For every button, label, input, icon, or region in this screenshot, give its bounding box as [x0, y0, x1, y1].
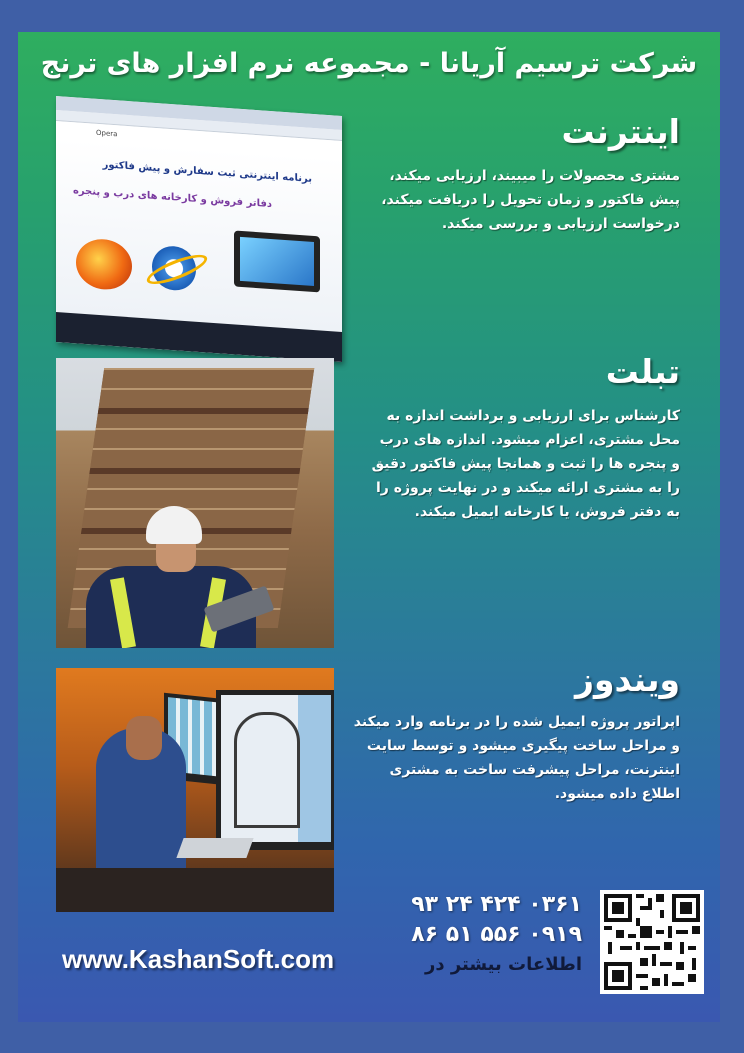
body-line: اپراتور پروژه ایمیل شده را در برنامه وارد میکند	[353, 714, 680, 730]
beam	[98, 408, 309, 414]
beam	[89, 468, 300, 474]
operator-head	[126, 716, 162, 760]
body-line: مشتری محصولات را میبیند، ارزیابی میکند،	[389, 168, 680, 184]
phone-number-1: ۰۳۶۱ ۴۲۴ ۲۴ ۹۳	[411, 892, 582, 917]
body-line: و مراحل ساخت پیگیری میشود و توسط سایت	[366, 738, 680, 754]
poster	[18, 32, 720, 1022]
body-line: درخواست ارزیابی و بررسی میکند.	[441, 216, 680, 232]
body-line: را به مشتری ارائه میکند و در نهایت پروژه را	[375, 480, 680, 496]
section-heading-windows: ویندوز	[575, 660, 680, 699]
phone-number-2: ۰۹۱۹ ۵۵۶ ۵۱ ۸۶	[411, 922, 582, 947]
section-heading-tablet: تبلت	[605, 352, 680, 391]
construction-worker-photo	[56, 358, 334, 648]
company-title: شرکت ترسیم آریانا - مجموعه نرم افزار های ترنج	[40, 48, 698, 79]
section-body-windows	[354, 710, 680, 806]
laptop-image	[234, 230, 320, 292]
body-line: اینترنت، مراحل پیشرفت ساخت به مشتری	[389, 762, 680, 778]
firefox-icon	[76, 237, 132, 291]
body-line: کارشناس برای ارزیابی و برداشت اندازه به	[386, 408, 680, 424]
more-info-label: اطلاعات بیشتر در	[424, 954, 582, 975]
body-line: و پنجره ها را ثبت و همانجا پیش فاکتور دقیق	[371, 456, 680, 472]
internet-explorer-icon	[152, 245, 196, 292]
section-heading-internet: اینترنت	[561, 112, 680, 151]
website-link[interactable]: www.KashanSoft.com	[62, 944, 335, 974]
body-line: به دفتر فروش، یا کارخانه ایمیل میکند.	[414, 504, 680, 520]
qr-code-icon[interactable]	[600, 890, 704, 994]
desk	[56, 868, 334, 912]
browser-headline-2: دفاتر فروش و کارخانه های درب و پنجره	[72, 185, 272, 211]
browser-screenshot-image	[56, 96, 342, 362]
keyboard	[176, 838, 253, 858]
body-line: محل مشتری، اعزام میشود. اندازه های درب	[379, 432, 680, 448]
browser-page	[56, 138, 342, 332]
section-body-internet	[381, 164, 680, 236]
body-line: اطلاع داده میشود.	[554, 786, 680, 802]
section-body-tablet	[372, 404, 680, 524]
office-operator-photo	[56, 668, 334, 912]
body-line: پیش فاکتور و زمان تحویل را دریافت میکند،	[381, 192, 680, 208]
browser-headline-1: برنامه اینترنتی ثبت سفارش و پیش فاکتور	[102, 159, 312, 185]
browser-brand: Opera	[96, 128, 118, 139]
window-design-drawing	[234, 712, 300, 828]
